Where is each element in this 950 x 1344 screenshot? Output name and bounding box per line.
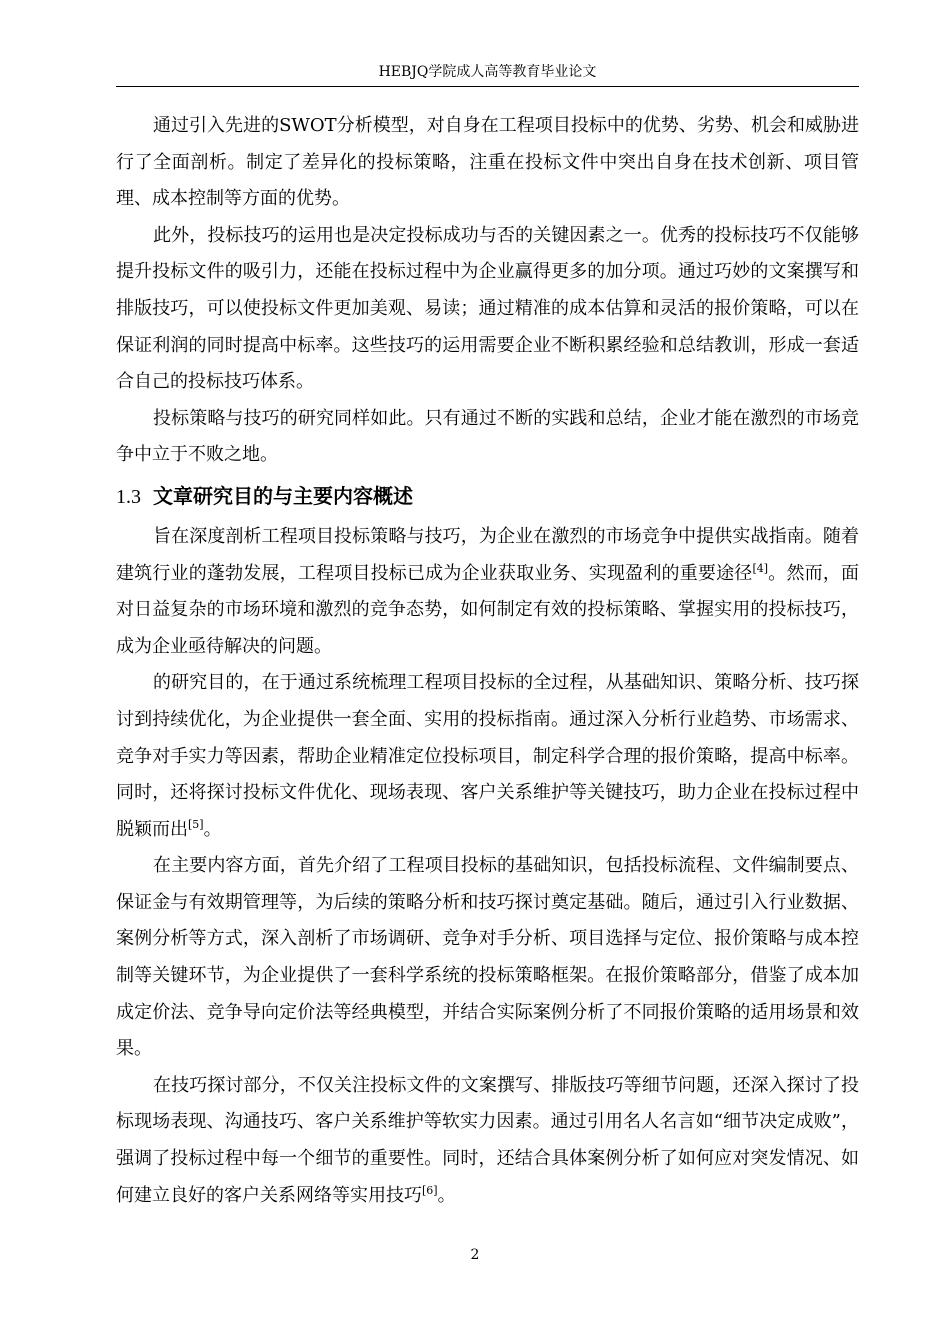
paragraph-text: 。 <box>437 1184 456 1206</box>
citation-ref: [4] <box>752 561 769 575</box>
paragraph <box>116 665 859 848</box>
paragraph-text: 旨在深度剖析工程项目投标策略与技巧，为企业在激烈的市场竞争中提供实战指南。随着建筑行业的蓬勃发展，工程项目投标已成为企业获取业务、实现盈利的重要途径 <box>116 525 859 584</box>
paragraph: 此外，投标技巧的运用也是决定投标成功与否的关键因素之一。优秀的投标技巧不仅能够提升投标文件的吸引力，还能在投标过程中为企业赢得更多的加分项。通过巧妙的文案撰写和排版技巧，可以使投标文件更加美观、易读；通过精准的成本估算和灵活的报价策略，可以在保证利润的同时提高中标率。这些技巧的运用需要企业不断积累经验和总结教训，形成一套适合自己的投标技巧体系。 <box>116 224 859 393</box>
header-title: HEBJQ学院成人高等教育毕业论文 <box>378 64 597 80</box>
page-header <box>116 62 859 87</box>
citation-ref: [5] <box>188 817 204 831</box>
paragraph: 投标策略与技巧的研究同样如此。只有通过不断的实践和总结，企业才能在激烈的市场竞争中立于不败之地。 <box>116 407 859 466</box>
citation-ref: [6] <box>422 1183 438 1197</box>
page-number: 2 <box>470 1247 480 1263</box>
paragraph-text: 的研究目的，在于通过系统梳理工程项目投标的全过程，从基础知识、策略分析、技巧探讨到持续优化，为企业提供一套全面、实用的投标指南。通过深入分析行业趋势、市场需求、竞争对手实力等因素，帮助企业精准定位投标项目，制定科学合理的报价策略，提高中标率。同时，还将探讨投标文件优化、现场表现、客户关系维护等关键技巧，助力企业在投标过程中脱颖而出 <box>116 672 859 840</box>
section-title: 文章研究目的与主要内容概述 <box>153 483 413 508</box>
paragraph <box>116 519 859 665</box>
paragraph-text: 。 <box>203 818 222 840</box>
section-heading <box>116 478 859 515</box>
section-number: 1.3 <box>116 485 141 508</box>
paragraph: 在主要内容方面，首先介绍了工程项目投标的基础知识，包括投标流程、文件编制要点、保证金与有效期管理等，为后续的策略分析和技巧探讨奠定基础。随后，通过引入行业数据、案例分析等方式，深入剖析了市场调研、竞争对手分析、项目选择与定位、报价策略与成本控制等关键环节，为企业提供了一套科学系统的投标策略框架。在报价策略部分，借鉴了成本加成定价法、竞争导向定价法等经典模型，并结合实际案例分析了不同报价策略的适用场景和效果。 <box>116 855 859 1060</box>
paragraph-text: 在技巧探讨部分，不仅关注投标文件的文案撰写、排版技巧等细节问题，还深入探讨了投标现场表现、沟通技巧、客户关系维护等软实力因素。通过引用名人名言如“细节决定成败”，强调了投标过程中每一个细节的重要性。同时，还结合具体案例分析了如何应对突发情况、如何建立良好的客户关系网络等实用技巧 <box>116 1074 859 1206</box>
paragraph: 通过引入先进的SWOT分析模型，对自身在工程项目投标中的优势、劣势、机会和威胁进行了全面剖析。制定了差异化的投标策略，注重在投标文件中突出自身在技术创新、项目管理、成本控制等方面的优势。 <box>116 115 859 210</box>
document-body <box>116 108 859 1214</box>
paragraph <box>116 1068 859 1214</box>
paragraph-text: 。然而，面对日益复杂的市场环境和激烈的竞争态势，如何制定有效的投标策略、掌握实用的投标技巧，成为企业亟待解决的问题。 <box>116 562 860 657</box>
